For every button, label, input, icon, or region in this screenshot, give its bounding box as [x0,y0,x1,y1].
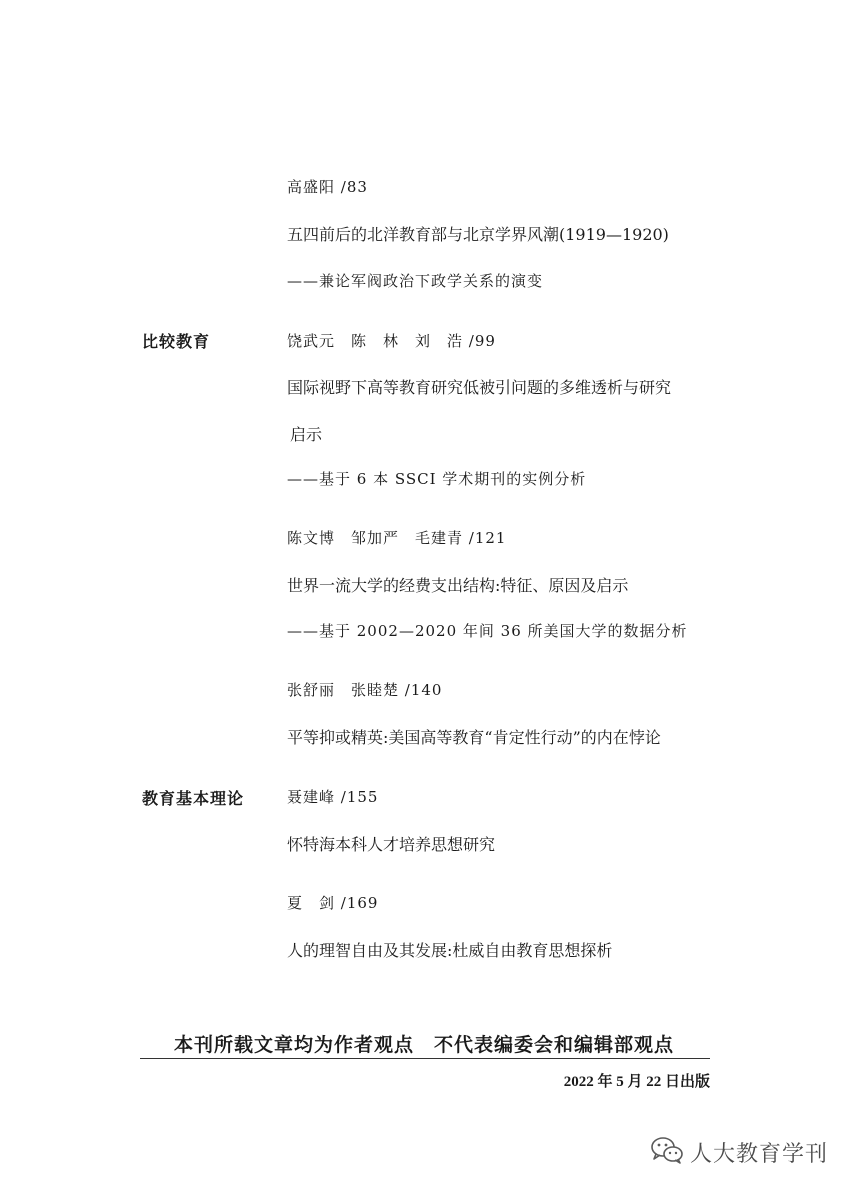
article-author-line: 饶武元 陈 林 刘 浩 /99 [287,332,496,350]
wechat-icon [650,1135,684,1169]
article-title[interactable]: 五四前后的北洋教育部与北京学界风潮(1919—1920) [287,225,669,244]
article-title-continuation[interactable]: 启示 [290,425,323,444]
section-heading-educational-theory: 教育基本理论 [142,789,245,808]
footer-divider [140,1058,710,1059]
article-subtitle: ——基于 2002—2020 年间 36 所美国大学的数据分析 [287,622,688,640]
article-title[interactable]: 人的理智自由及其发展:杜威自由教育思想探析 [287,941,613,960]
article-subtitle: ——基于 6 本 SSCI 学术期刊的实例分析 [287,470,587,488]
article-author-line: 陈文博 邹加严 毛建青 /121 [287,529,507,547]
article-title[interactable]: 国际视野下高等教育研究低被引问题的多维透析与研究 [287,378,672,397]
disclaimer-statement: 本刊所载文章均为作者观点 不代表编委会和编辑部观点 [174,1034,675,1056]
publication-date: 2022 年 5 月 22 日出版 [563,1074,710,1090]
wechat-watermark [650,1135,828,1169]
article-title[interactable]: 世界一流大学的经费支出结构:特征、原因及启示 [287,576,629,595]
article-author-line: 夏 剑 /169 [287,894,379,912]
article-title[interactable]: 平等抑或精英:美国高等教育“肯定性行动”的内在悖论 [287,728,661,747]
article-author-line: 高盛阳 /83 [287,178,368,196]
section-heading-comparative-education: 比较教育 [142,332,211,351]
article-author-line: 聂建峰 /155 [287,788,379,806]
article-author-line: 张舒丽 张睦楚 /140 [287,681,443,699]
article-subtitle: ——兼论军阀政治下政学关系的演变 [287,272,544,290]
article-title[interactable]: 怀特海本科人才培养思想研究 [287,835,496,854]
watermark-text: 人大教育学刊 [690,1141,829,1167]
